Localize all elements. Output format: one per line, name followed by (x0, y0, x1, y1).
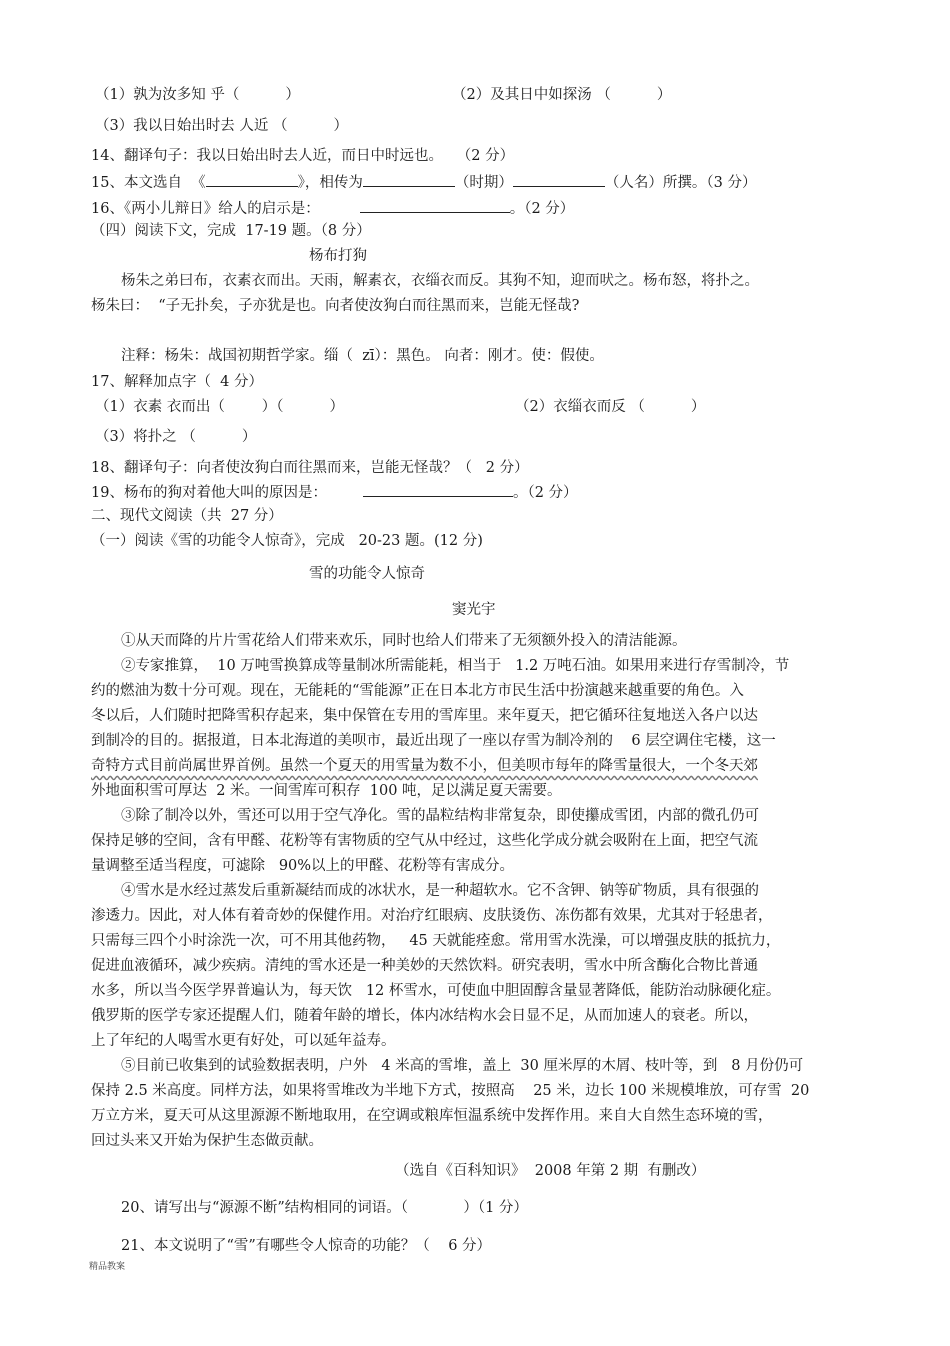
question-14: 14、翻译句子：我以日始出时去人近，而日中时远也。 （2 分） (91, 148, 515, 164)
article-para-4-line-1: ④雪水是水经过蒸发后重新凝结而成的冰状水，是一种超软水。它不含钾、钠等矿物质，具有很强的 (121, 883, 759, 899)
section-2-sub-heading: （一）阅读《雪的功能令人惊奇》，完成 20-23 题。(12 分) (91, 533, 483, 549)
article-para-5-line-3: 万立方米，夏天可从这里源源不断地取用，在空调或粮库恒温系统中发挥作用。来自大自然生态环境的雪， (91, 1108, 773, 1124)
q13-item-2: （2）及其日中如探汤 （ ） (452, 87, 672, 103)
article-source: （选自《百科知识》 2008 年第 2 期 有删改） (395, 1163, 706, 1179)
q17-item-3: （3）将扑之 （ ） (95, 429, 257, 445)
article-para-5-line-4: 回过头来又开始为保护生态做贡献。 (91, 1133, 323, 1149)
article-para-4-line-5: 水多，所以当今医学界普遍认为，每天饮 12 杯雪水，可使血中胆固醇含量显著降低，能防治动脉硬化症。 (91, 983, 781, 999)
question-19: 19、杨布的狗对着他大叫的原因是： 。（2 分） (91, 482, 578, 502)
article-para-5-line-1: ⑤目前已收集到的试验数据表明，户外 4 米高的雪堆，盖上 30 厘米厚的木屑、枝叶等，到 8 月份仍可 (121, 1058, 804, 1074)
question-20: 20、请写出与“源源不断”结构相同的词语。（ ）（1 分） (121, 1200, 528, 1216)
q17-item-2: （2）衣缁衣而反 （ ） (515, 399, 706, 415)
article-para-3-line-3: 量调整至适当程度，可滤除 90%以上的甲醛、花粉等有害成分。 (91, 858, 515, 874)
question-21: 21、本文说明了“雪”有哪些令人惊奇的功能？（ 6 分） (121, 1238, 492, 1254)
q13-item-1: （1）孰为汝多知 乎（ ） (95, 87, 300, 103)
article-author: 窦光宇 (452, 602, 496, 618)
article-para-3-line-1: ③除了制冷以外，雪还可以用于空气净化。雪的晶粒结构非常复杂，即使攥成雪团，内部的微孔仍可 (121, 808, 759, 824)
article-para-3-line-2: 保持足够的空间，含有甲醛、花粉等有害物质的空气从中经过，这些化学成分就会吸附在上面，把空气流 (91, 833, 758, 849)
article-para-4-line-3: 只需每三四个小时涂洗一次，可不用其他药物， 45 天就能痊愈。常用雪水洗澡，可以增强皮肤的抵抗力， (91, 933, 781, 949)
article-para-2-line-5: 奇特方式目前尚属世界首例。虽然一个夏天的用雪量为数不小，但美呗市每年的降雪量很大，一个冬天郊 (91, 758, 758, 774)
section-4-heading: （四）阅读下文，完成 17-19 题。（8 分） (91, 223, 371, 239)
article-para-4-line-6: 俄罗斯的医学专家还提醒人们，随着年龄的增长，体内冰结构水会日显不足，从而加速人的衰老。所以， (91, 1008, 758, 1024)
question-16: 16、《两小儿辩日》给人的启示是： 。（2 分） (91, 198, 574, 218)
article-para-2-line-2: 约的燃油为数十分可观。现在，无能耗的“雪能源”正在日本北方市民生活中扮演越来越重要的角色。入 (91, 683, 744, 699)
article-para-4-line-7: 上了年纪的人喝雪水更有好处，可以延年益寿。 (91, 1033, 396, 1049)
passage-title-yangbu: 杨布打狗 (309, 248, 367, 264)
article-para-2-line-3: 冬以后，人们随时把降雪积存起来，集中保管在专用的雪库里。来年夏天，把它循环往复地送入各户以达 (91, 708, 758, 724)
article-para-4-line-2: 渗透力。因此，对人体有着奇妙的保健作用。对治疗红眼病、皮肤烫伤、冻伤都有效果，尤其对于轻患者， (91, 908, 773, 924)
q13-item-3: （3）我以日始出时去 人近 （ ） (95, 118, 349, 134)
article-para-2-line-4: 到制冷的目的。据报道，日本北海道的美呗市，最近出现了一座以存雪为制冷剂的 6 层空调住宅楼，这一 (91, 733, 776, 749)
article-para-4-line-4: 促进血液循环，减少疾病。清纯的雪水还是一种美妙的天然饮料。研究表明，雪水中所含酶化合物比普通 (91, 958, 758, 974)
footer-label: 精品教案 (89, 1262, 126, 1272)
question-18: 18、翻译句子：向者使汝狗白而往黑而来，岂能无怪哉？（ 2 分） (91, 460, 529, 476)
passage-line-1: 杨朱之弟曰布，衣素衣而出。天雨，解素衣，衣缁衣而反。其狗不知，迎而吠之。杨布怒，将扑之。 (121, 273, 759, 289)
passage-line-2: 杨朱曰： “子无扑矣，子亦犹是也。向者使汝狗白而往黑而来，岂能无怪哉? (91, 298, 580, 314)
article-para-5-line-2: 保持 2.5 米高度。同样方法，如果将雪堆改为半地下方式，按照高 25 米，边长 100 米规模堆放，可存雪 20 (91, 1083, 810, 1099)
q17-item-1: （1）衣素 衣而出（ ）（ ） (95, 399, 345, 415)
article-para-2-line-1: ②专家推算， 10 万吨雪换算成等量制冰所需能耗，相当于 1.2 万吨石油。如果用来进行存雪制冷，节 (121, 658, 790, 674)
article-para-2-line-6: 外地面积雪可厚达 2 米。一间雪库可积存 100 吨，足以满足夏天需要。 (91, 783, 562, 799)
question-17: 17、解释加点字（ 4 分） (91, 374, 264, 390)
article-para-1: ①从天而降的片片雪花给人们带来欢乐，同时也给人们带来了无须额外投入的清洁能源。 (121, 633, 687, 649)
question-15: 15、本文选自 《 》，相传为 （时期） （人名）所撰。（3 分） (91, 172, 757, 192)
passage-note: 注释：杨朱：战国初期哲学家。缁（ zī）：黑色。 向者：刚才。使：假使。 (121, 348, 604, 364)
article-title: 雪的功能令人惊奇 (309, 566, 425, 582)
section-2-heading: 二、现代文阅读（共 27 分） (91, 508, 283, 524)
